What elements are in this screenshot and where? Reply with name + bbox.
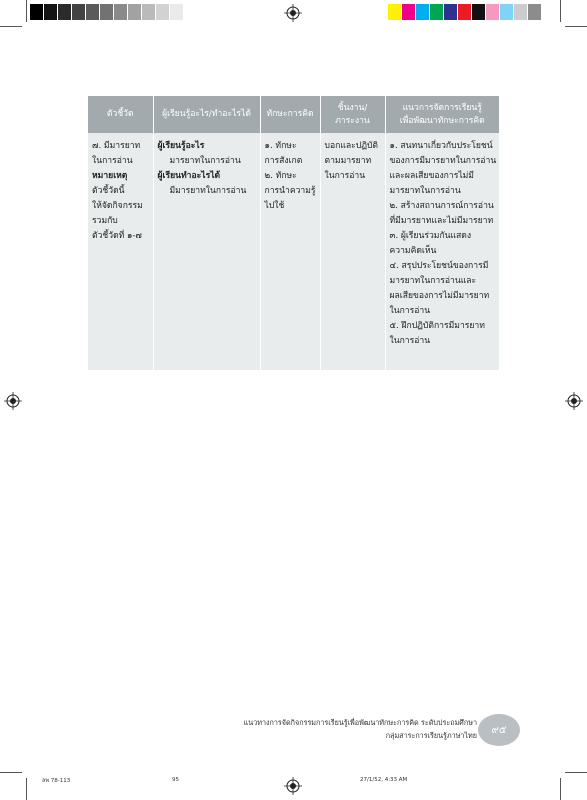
color-swatch — [58, 4, 72, 20]
cell-line: ๗. มีมารยาท — [92, 141, 141, 151]
color-swatch — [388, 4, 402, 20]
registration-mark-icon — [4, 392, 22, 410]
slug-timestamp: 27/1/52, 4:33 AM — [360, 777, 408, 783]
color-swatch — [44, 4, 58, 20]
cell-line: มารยาทในการอ่านและ — [389, 276, 477, 286]
process-color-bar — [388, 4, 542, 20]
cell-line: การนำความรู้ — [264, 186, 316, 196]
color-swatch — [114, 4, 128, 20]
cell-line: มารยาทในการอ่าน — [389, 186, 461, 196]
cell-line: ตัวชี้วัดที่ ๑-๗ — [92, 231, 142, 241]
subheading: ผู้เรียนทำอะไรได้ — [157, 171, 221, 181]
color-swatch — [156, 4, 170, 20]
cell-line: ตัวชี้วัดนี้ — [92, 186, 125, 196]
color-swatch — [142, 4, 156, 20]
cell-line: ให้จัดกิจกรรม — [92, 201, 143, 211]
grayscale-color-bar — [30, 4, 184, 20]
color-swatch — [86, 4, 100, 20]
learning-plan-table — [88, 96, 499, 370]
cell-line: ในการอ่าน — [324, 171, 366, 181]
cell-line: ๑. ทักษะ — [264, 141, 297, 151]
color-swatch — [430, 4, 444, 20]
note-label: หมายเหตุ — [92, 171, 128, 181]
page-number: ๙๕ — [478, 714, 520, 746]
cell-line: ของการมีมารยาทในการอ่าน — [389, 156, 497, 166]
color-swatch — [444, 4, 458, 20]
cell-line: และผลเสียของการไม่มี — [389, 171, 474, 181]
crop-mark — [0, 26, 22, 27]
color-swatch — [500, 4, 514, 20]
cell-line: ในการอ่าน — [389, 336, 431, 346]
cell-line: ไปใช้ — [264, 201, 285, 211]
registration-mark-icon — [284, 4, 302, 22]
color-swatch — [486, 4, 500, 20]
header-tasks: ชิ้นงาน/ ภาระงาน — [320, 96, 385, 133]
color-swatch — [30, 4, 44, 20]
table-row — [88, 133, 499, 370]
crop-mark — [565, 772, 587, 773]
cell-line: บอกและปฏิบัติ — [324, 141, 379, 151]
cell-thinking-skills — [260, 133, 320, 370]
cell-line: ๑. สนทนาเกี่ยวกับประโยชน์ — [389, 141, 493, 151]
crop-mark — [565, 26, 587, 27]
color-swatch — [128, 4, 142, 20]
color-swatch — [458, 4, 472, 20]
color-swatch — [528, 4, 542, 20]
header-learning-outcomes: ผู้เรียนรู้อะไร/ทำอะไรได้ — [153, 96, 260, 133]
cell-line: ๕. ฝึกปฏิบัติการมีมารยาท — [389, 321, 485, 331]
cell-line: รวมกับ — [92, 216, 118, 226]
color-swatch — [402, 4, 416, 20]
table-header-row — [88, 96, 499, 133]
crop-mark — [560, 0, 561, 22]
cell-line: ตามมารยาท — [324, 156, 372, 166]
color-swatch — [416, 4, 430, 20]
footer-book-title: แนวทางการจัดกิจกรรมการเรียนรู้เพื่อพัฒนาทักษะการคิด ระดับประถมศึกษา — [243, 718, 477, 727]
registration-mark-icon — [565, 392, 583, 410]
color-swatch — [100, 4, 114, 20]
cell-tasks — [320, 133, 385, 370]
cell-line: ในการอ่าน — [92, 156, 133, 166]
cell-line: ความคิดเห็น — [389, 246, 437, 256]
subheading: ผู้เรียนรู้อะไร — [157, 141, 205, 151]
cell-learning-approach — [385, 133, 499, 370]
crop-mark — [560, 778, 561, 800]
color-swatch — [72, 4, 86, 20]
color-swatch — [170, 4, 184, 20]
cell-line: ๓. ผู้เรียนร่วมกันแสดง — [389, 231, 472, 241]
cell-line: การสังเกต — [264, 156, 303, 166]
cell-line: ๒. สร้างสถานการณ์การอ่าน — [389, 201, 494, 211]
color-swatch — [472, 4, 486, 20]
header-indicator: ตัวชี้วัด — [88, 96, 153, 133]
cell-indicator — [88, 133, 153, 370]
slug-file-name: ลพ 78-113 — [42, 778, 71, 784]
crop-mark — [26, 0, 27, 22]
cell-line: ที่มีมารยาทและไม่มีมารยาท — [389, 216, 494, 226]
header-learning-approach: แนวการจัดการเรียนรู้ เพื่อพัฒนาทักษะการคิด — [385, 96, 499, 133]
cell-line: มารยาทในการอ่าน — [169, 156, 241, 166]
cell-line: มีมารยาทในการอ่าน — [169, 186, 247, 196]
slug-page: 95 — [172, 777, 179, 783]
color-swatch — [514, 4, 528, 20]
registration-mark-icon — [284, 777, 302, 795]
cell-line: ในการอ่าน — [389, 306, 431, 316]
cell-line: ๔. สรุปประโยชน์ของการมี — [389, 261, 489, 271]
crop-mark — [0, 772, 22, 773]
header-thinking-skills: ทักษะการคิด — [260, 96, 320, 133]
crop-mark — [26, 778, 27, 800]
cell-line: ผลเสียของการไม่มีมารยาท — [389, 291, 490, 301]
cell-learning-outcomes — [153, 133, 260, 370]
cell-line: ๒. ทักษะ — [264, 171, 297, 181]
footer-subject: กลุ่มสาระการเรียนรู้ภาษาไทย — [385, 731, 477, 740]
